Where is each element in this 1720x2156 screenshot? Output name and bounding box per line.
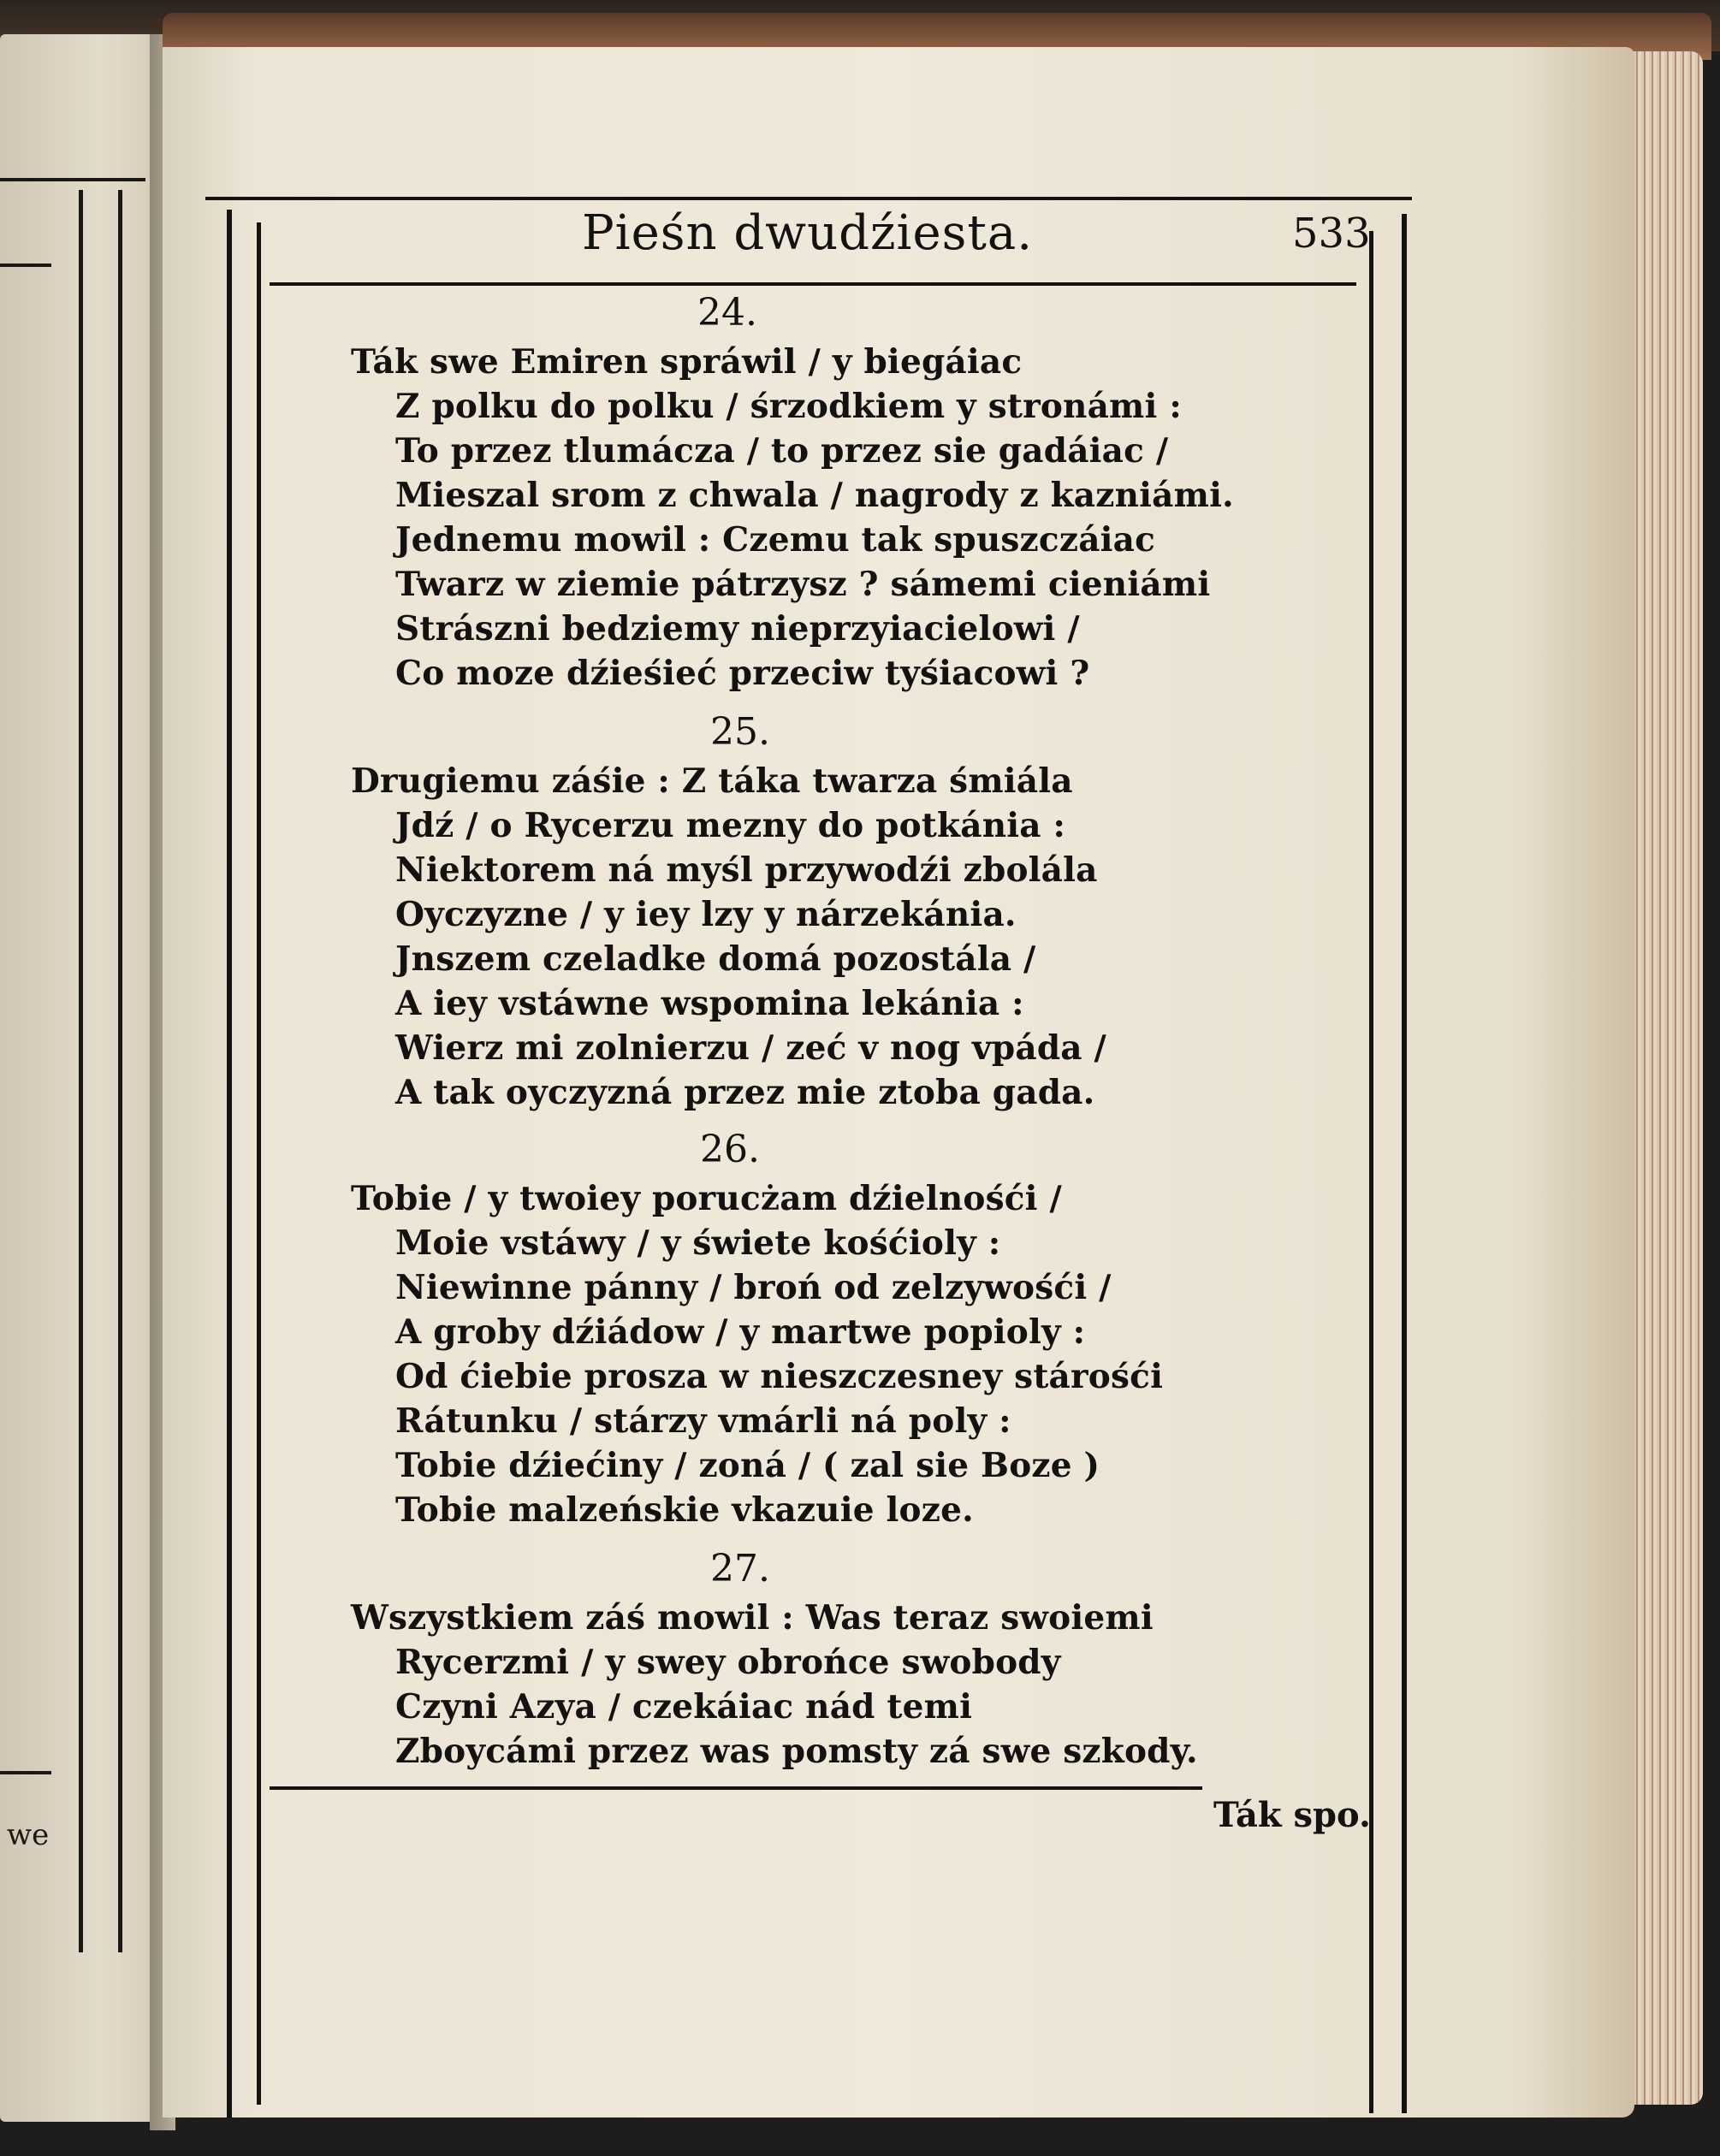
header-rule	[270, 282, 1356, 286]
verse-line: Mieszal srom z chwala / nagrody z kazniámi.	[395, 476, 1234, 515]
stanza-number: 24.	[697, 291, 757, 335]
verse-line: Wszystkiem záś mowil : Was teraz swoiemi	[351, 1598, 1154, 1638]
verse-line: Niektorem ná myśl przywodźi zbolála	[395, 850, 1098, 890]
left-frame-inner	[257, 222, 261, 2105]
verse-line: Jdź / o Rycerzu mezny do potkánia :	[395, 806, 1066, 845]
page-title: Pieśn dwudźiesta.	[582, 205, 1034, 261]
stanza-number: 25.	[710, 710, 770, 754]
verse-line: Oyczyzne / y iey lzy y nárzekánia.	[395, 895, 1017, 934]
verse-line: Moie vstáwy / y świete kośćioly :	[395, 1223, 1001, 1263]
verse-line: Wierz mi zolnierzu / zeć v nog vpáda /	[395, 1028, 1106, 1068]
verse-line: Niewinne pánny / broń od zelzywośći /	[395, 1268, 1112, 1307]
verse-line: Ták swe Emiren spráwil / y biegáiac	[351, 342, 1023, 382]
verse-line: To przez tlumácza / to przez sie gadáiac /	[395, 431, 1169, 471]
verse-line: Rátunku / stárzy vmárli ná poly :	[395, 1401, 1011, 1441]
right-frame-outer	[1402, 214, 1407, 2113]
verse-line: Od ćiebie prosza w nieszczesney stárośći	[395, 1357, 1164, 1396]
verse-line: Tobie / y twoiey porucżam dźielnośći /	[351, 1179, 1062, 1218]
verse-line: Co moze dźieśieć przeciw tyśiacowi ?	[395, 654, 1090, 693]
verse-line: Strászni bedziemy nieprzyiacielowi /	[395, 609, 1080, 649]
left-frame-outer	[227, 210, 232, 2118]
verse-line: A tak oyczyzná przez mie ztoba gada.	[395, 1073, 1095, 1112]
page-number: 533	[1292, 210, 1371, 258]
verse-line: Drugiemu záśie : Z táka twarza śmiála	[351, 761, 1073, 801]
verse-line: Rycerzmi / y swey obrońce swobody	[395, 1643, 1061, 1682]
verse-line: Tobie malzeńskie vkazuie loze.	[395, 1490, 974, 1530]
verse-line: Tobie dźiećiny / zoná / ( zal sie Boze )	[395, 1446, 1100, 1485]
verse-line: Twarz w ziemie pátrzysz ? sámemi cieniámi	[395, 565, 1211, 604]
bottom-rule	[270, 1786, 1202, 1790]
top-frame-rule	[205, 197, 1412, 200]
verse-line: A groby dźiádow / y martwe popioly :	[395, 1312, 1086, 1352]
verse-line: Zboycámi przez was pomsty zá swe szkody.	[395, 1732, 1198, 1771]
left-page-fragment: we	[7, 1818, 50, 1852]
stanza-number: 26.	[700, 1128, 760, 1171]
catchword: Ták spo.	[1213, 1795, 1371, 1835]
verse-line: A iey vstáwne wspomina lekánia :	[395, 984, 1024, 1023]
verse-line: Z polku do polku / śrzodkiem y stronámi :	[395, 387, 1182, 426]
verse-line: Jednemu mowil : Czemu tak spuszczáiac	[395, 520, 1156, 560]
verse-line: Jnszem czeladke domá pozostála /	[395, 939, 1036, 979]
verse-line: Czyni Azya / czekáiac nád temi	[395, 1687, 973, 1727]
stanza-number: 27.	[710, 1547, 770, 1590]
